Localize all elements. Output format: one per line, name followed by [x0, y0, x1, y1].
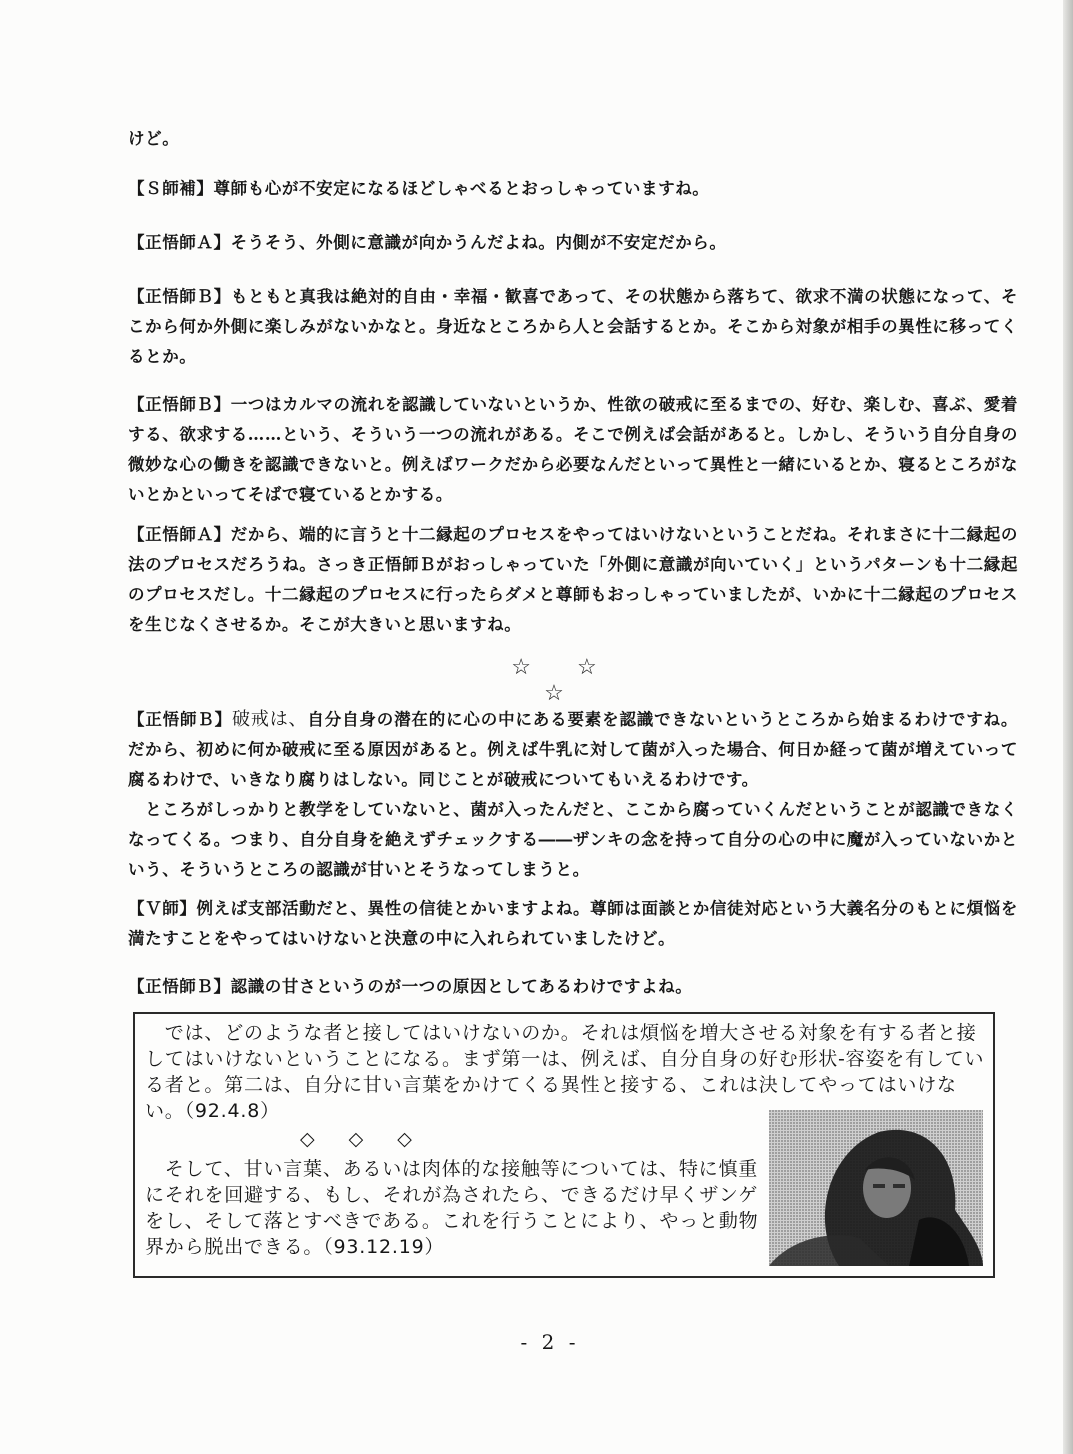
- paragraph-shogoshi-a-2: [128, 520, 1018, 640]
- speaker-label: 【正悟師Ｂ】: [128, 287, 231, 306]
- paragraph-lead: 破戒は、: [232, 709, 308, 730]
- paragraph-shogoshi-a-1: [128, 228, 1018, 258]
- paragraph-text-continued: ところがしっかりと教学をしていないと、菌が入ったんだと、ここから腐っていくんだということが認識できなくなってくる。つまり、自分自身を絶えずチェックする――ザンキの念を持って自分の心の中に魔が入っていないかという、そういうところの認識が甘いとそうなってしまうと。: [128, 800, 1018, 879]
- paragraph-shogoshi-b-2: [128, 390, 1018, 510]
- speaker-label: 【正悟師Ａ】: [128, 525, 231, 544]
- portrait-photo-figure: [769, 1110, 983, 1266]
- portrait-photo: [769, 1110, 983, 1266]
- quote-text-2: そして、甘い言葉、あるいは肉体的な接触等については、特に慎重にそれを回避する、もし、それが為されたら、できるだけ早くザンゲをし、そして落とすべきである。これを行うことにより、やっと動物界から脱出できる。（93.12.19）: [145, 1158, 759, 1258]
- paragraph-shogoshi-b-3: [128, 705, 1018, 885]
- paragraph-v-shi: [128, 894, 1018, 954]
- paragraph-text: だから、端的に言うと十二縁起のプロセスをやってはいけないということだね。それまさに十二縁起の法のプロセスだろうね。さっき正悟師Ｂがおっしゃっていた「外側に意識が向いていく」というパターンも十二縁起のプロセスだし。十二縁起のプロセスに行ったらダメと尊師もおっしゃっていましたが、いかに十二縁起のプロセスを生じなくさせるか。そこが大きいと思いますね。: [128, 525, 1018, 634]
- paragraph-text: 自分自身の潜在的に心の中にある要素を認識できないというところから始まるわけですね。だから、初めに何か破戒に至る原因があると。例えば牛乳に対して菌が入った場合、何日か経って菌が増えていって腐るわけで、いきなり腐りはしない。同じことが破戒についてもいえるわけです。: [128, 710, 1018, 789]
- paragraph-s-shiho: [128, 174, 1018, 204]
- paragraph-text: そうそう、外側に意識が向かうんだよね。内側が不安定だから。: [230, 233, 727, 252]
- paragraph-continuation: [128, 124, 1018, 154]
- paragraph-text: けど。: [128, 129, 180, 148]
- speaker-label: 【Ｓ師補】: [128, 179, 214, 198]
- paragraph-text: 尊師も心が不安定になるほどしゃべるとおっしゃっていますね。: [213, 179, 710, 198]
- paragraph-text: もともと真我は絶対的自由・幸福・歓喜であって、その状態から落ちて、欲求不満の状態になって、そこから何か外側に楽しみがないかなと。身近なところから人と会話するとか。そこから対象が相手の異性に移ってくるとか。: [128, 287, 1019, 366]
- speaker-label: 【正悟師Ａ】: [128, 233, 231, 252]
- paragraph-text: 例えば支部活動だと、異性の信徒とかいますよね。尊師は面談とか信徒対応という大義名分のもとに煩悩を満たすことをやってはいけないと決意の中に入れられていましたけど。: [128, 899, 1018, 948]
- quote-text-1: では、どのような者と接してはいけないのか。それは煩悩を増大させる対象を有する者と接してはいけないということになる。まず第一は、例えば、自分自身の好む形状-容姿を有している者と。第二は、自分に甘い言葉をかけてくる異性と接する、これは決してやってはいけない。（92.4.8）: [145, 1022, 985, 1122]
- speaker-label: 【正悟師Ｂ】: [128, 395, 231, 414]
- page-number: - 2 -: [520, 1330, 580, 1354]
- quotation-box: [133, 1012, 995, 1278]
- speaker-label: 【正悟師Ｂ】: [128, 710, 233, 729]
- paragraph-text: 認識の甘さというのが一つの原因としてあるわけですよね。: [230, 977, 693, 996]
- page-edge-shadow: [1063, 0, 1073, 1454]
- quote-divider-diamonds: ◇◇◇: [300, 1128, 446, 1150]
- paragraph-shogoshi-b-4: [128, 972, 1018, 1002]
- section-divider-stars: ☆ ☆ ☆: [511, 655, 643, 706]
- speaker-label: 【Ｖ師】: [128, 899, 197, 918]
- paragraph-text: 一つはカルマの流れを認識していないというか、性欲の破戒に至るまでの、好む、楽しむ、喜ぶ、愛着する、欲求する……という、そういう一つの流れがある。そこで例えば会話があると。しかし、そういう自分自身の微妙な心の働きを認識できないと。例えばワークだから必要なんだといって異性と一緒にいるとか、寝るところがないとかといってそばで寝ているとかする。: [128, 395, 1018, 504]
- paragraph-shogoshi-b-1: [128, 282, 1018, 372]
- speaker-label: 【正悟師Ｂ】: [128, 977, 231, 996]
